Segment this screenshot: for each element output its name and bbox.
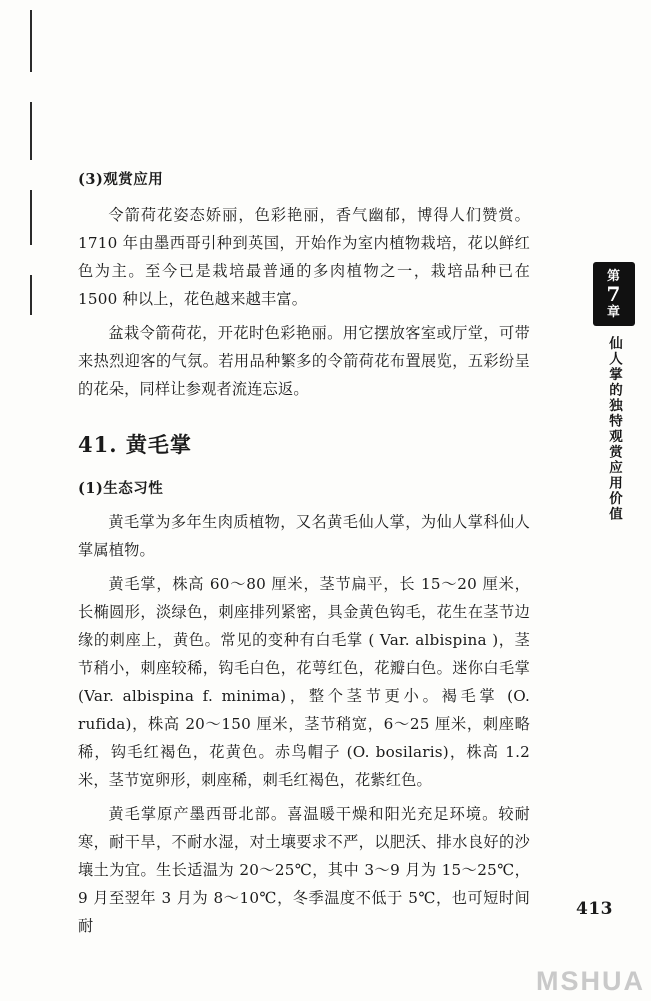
heading-ecological-habits: (1)生态习性	[78, 480, 164, 497]
paragraph-habits-1: 黄毛掌为多年生肉质植物，又名黄毛仙人掌，为仙人掌科仙人掌属植物。	[78, 513, 530, 559]
watermark: MSHUA	[536, 966, 645, 996]
section-title-huangmaozhang	[78, 429, 530, 459]
section-name: 黄毛掌	[125, 432, 192, 457]
page-number: 413	[576, 899, 613, 919]
heading-ornamental-application: (3)观赏应用	[78, 171, 164, 188]
page-content	[78, 168, 530, 946]
chapter-vertical-title: 仙人掌的独特观赏应用价值	[606, 336, 622, 522]
paragraph-application-2: 盆栽令箭荷花，开花时色彩艳丽。用它摆放客室或厅堂，可带来热烈迎客的气氛。若用品种繁多的令箭荷花布置展览，五彩纷呈的花朵，同样让参观者流连忘返。	[78, 324, 530, 398]
binding-gutter-marks	[30, 10, 32, 310]
chapter-number: 7	[606, 281, 622, 306]
chapter-tab	[591, 262, 637, 566]
chapter-label-bottom: 章	[606, 304, 621, 320]
chapter-badge	[593, 262, 635, 326]
section-number: 41.	[78, 432, 118, 457]
paragraph-habits-3: 黄毛掌原产墨西哥北部。喜温暖干燥和阳光充足环境。较耐寒，耐干旱，不耐水湿，对土壤要求不严，以肥沃、排水良好的沙壤土为宜。生长适温为 20～25℃，其中 3～9 月为 15～25℃，9 月至翌年 3 月为 8～10℃，冬季温度不低于 5℃，也可短时间耐	[78, 805, 530, 935]
chapter-label-top: 第	[606, 268, 621, 284]
paragraph-habits-2: 黄毛掌，株高 60～80 厘米，茎节扁平，长 15～20 厘米，长椭圆形，淡绿色，刺座排列紧密，具金黄色钩毛，花生在茎节边缘的刺座上，黄色。常见的变种有白毛掌 ( Var. albispina )，茎节稍小，刺座较稀，钩毛白色，花萼红色，花瓣白色。迷你白毛掌 (Var. albispina f. minima)，整个茎节更小。褐毛掌 (O. rufida)，株高 20～150 厘米，茎节稍宽，6～25 厘米，刺座略稀，钩毛红褐色，花黄色。赤鸟帽子 (O. bosilaris)，株高 1.2 米，茎节宽卵形，刺座稀，刺毛红褐色，花紫红色。	[78, 575, 530, 789]
paragraph-application-1: 令箭荷花姿态娇丽，色彩艳丽，香气幽郁，博得人们赞赏。1710 年由墨西哥引种到英国，开始作为室内植物栽培，花以鲜红色为主。至今已是栽培最普通的多肉植物之一，栽培品种已在 1500 种以上，花色越来越丰富。	[78, 206, 530, 308]
